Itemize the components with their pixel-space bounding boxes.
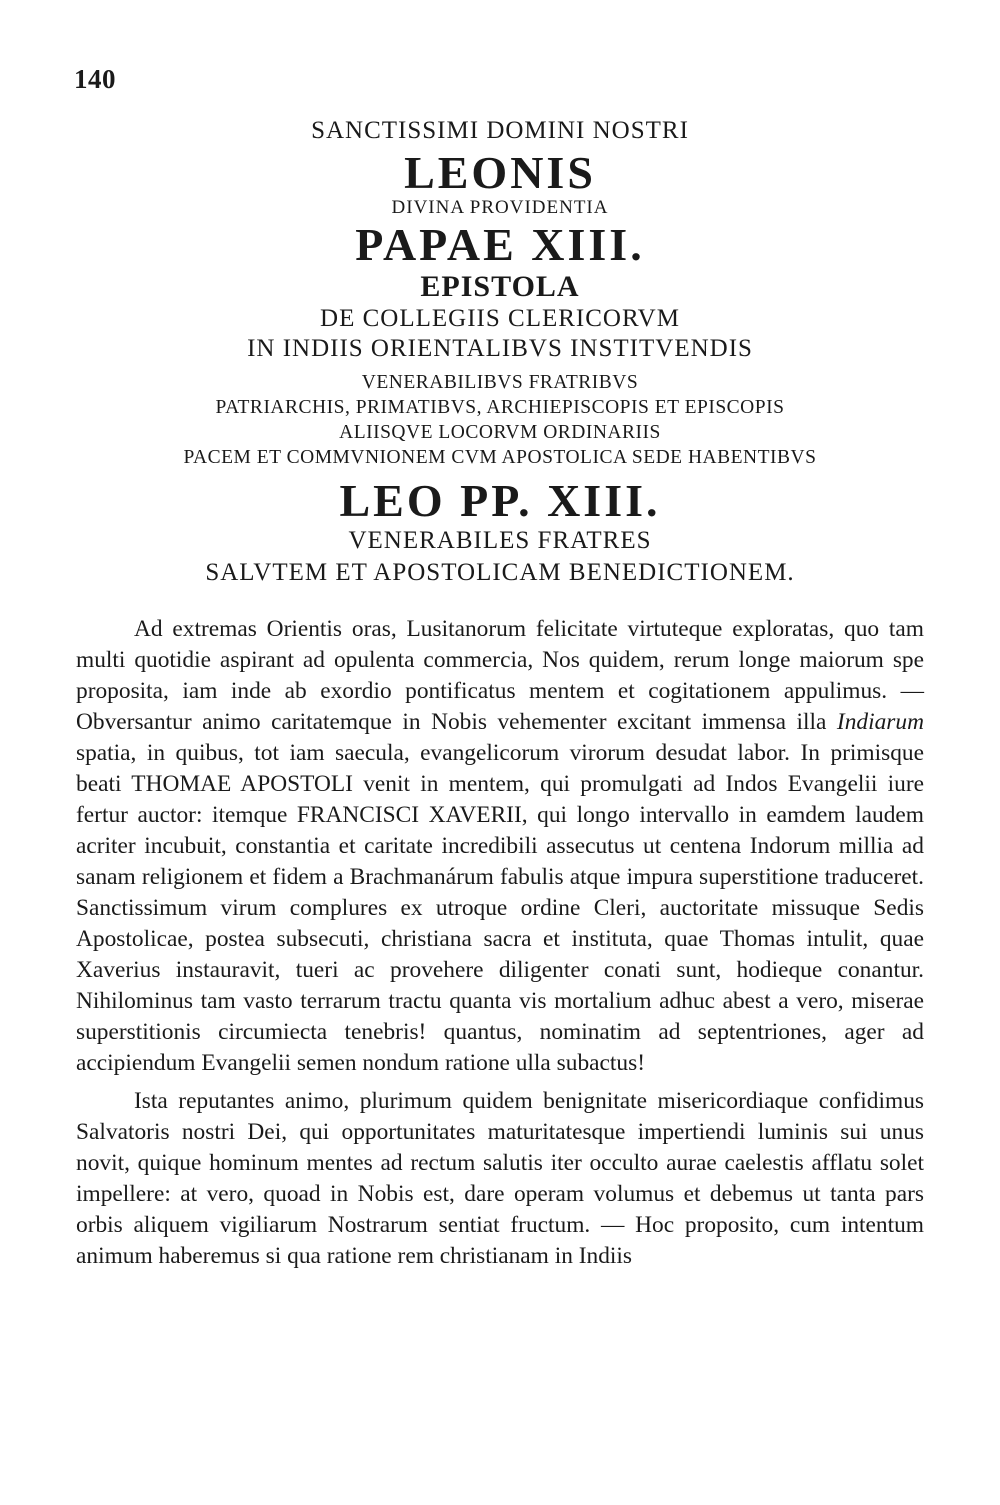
paragraph-text: Ad extremas Orientis oras, Lusitanorum felicitate virtuteque exploratas, quo tam multi quotidie aspirant ad opulenta commercia, Nos quidem, rerum longe maiorum spe proposita, iam inde ab exordio pontificatus mentem et cogitationem appulimus. — Obversantur animo caritatemque in Nobis vehementer excitant immensa illa [76,616,924,735]
paragraph-text: spatia, in quibus, tot iam saecula, evangelicorum virorum desudat labor. In primisque beati THOMAE APOSTOLI venit in mentem, qui promulgati ad Indos Evangelii iure fertur auctor: itemque FRANCISCI XAVERII, qui longo intervallo in eamdem laudem acriter incubuit, constantia et caritate incredibili assecutus ut centena Indorum millia ad sanam religionem et fidem a Brachmanárum fabulis atque impura superstitione traduceret. Sanctissimum virum complures ex utroque ordine Cleri, auctoritate missuque Sedis Apostolicae, postea subsecuti, christiana sacra et instituta, quae Thomas intulit, quae Xaverius instauravit, tueri ac provehere diligenter conati sunt, hodieque conantur. Nihilominus tam vasto terrarum tractu quanta vis mortalium adhuc abest a vero, miserae superstitionis circumiecta tenebris! quantus, nominatim ad septentriones, ager ad accipiendum Evangelii semen nondum ratione ulla subactus! [76,740,924,1076]
addressee-line: PACEM ET COMMVNIONEM CVM APOSTOLICA SEDE HABENTIBVS [183,447,817,468]
addressee-line: ALIISQVE LOCORVM ORDINARIIS [339,422,661,443]
body-text [76,614,924,1272]
addressee-line: VENERABILIBVS FRATRIBVS [361,372,639,393]
salutation-line: SALVTEM ET APOSTOLICAM BENEDICTIONEM. [205,559,795,586]
addressee-line: PATRIARCHIS, PRIMATIBVS, ARCHIEPISCOPIS ET EPISCOPIS [215,397,785,418]
heading-title-line: SANCTISSIMI DOMINI NOSTRI [311,117,689,144]
page-number: 140 [74,64,116,94]
heading-subject-line-2: IN INDIIS ORIENTALIBVS INSTITVENDIS [247,335,753,362]
heading-subject-line-1: DE COLLEGIIS CLERICORVM [320,305,680,332]
paragraph [76,614,924,1079]
salutation-line: VENERABILES FRATRES [348,527,652,554]
paragraph: Ista reputantes animo, plurimum quidem benignitate misericordiaque confidimus Salvatoris nostri Dei, qui opportunitates maturitatesque impertiendi luminis sui unus novit, quique hominum mentes ad rectum salutis iter occulto aurae caelestis afflatu solet impellere: at vero, quoad in Nobis est, dare operam volumus et debemus ut tanta pars orbis aliquem vigiliarum Nostrarum sentiat fructum. — Hoc proposito, cum intentum animum haberemus si qua ratione rem christianam in Indiis [76,1088,924,1269]
heading-author: LEO PP. XIII. [339,475,661,526]
heading-pope-name: LEONIS [404,147,596,198]
heading-document-type: EPISTOLA [420,270,580,303]
heading-divine-providence: DIVINA PROVIDENTIA [391,197,609,218]
heading-pope-title: PAPAE XIII. [355,219,645,270]
italic-word: Indiarum [836,709,924,735]
